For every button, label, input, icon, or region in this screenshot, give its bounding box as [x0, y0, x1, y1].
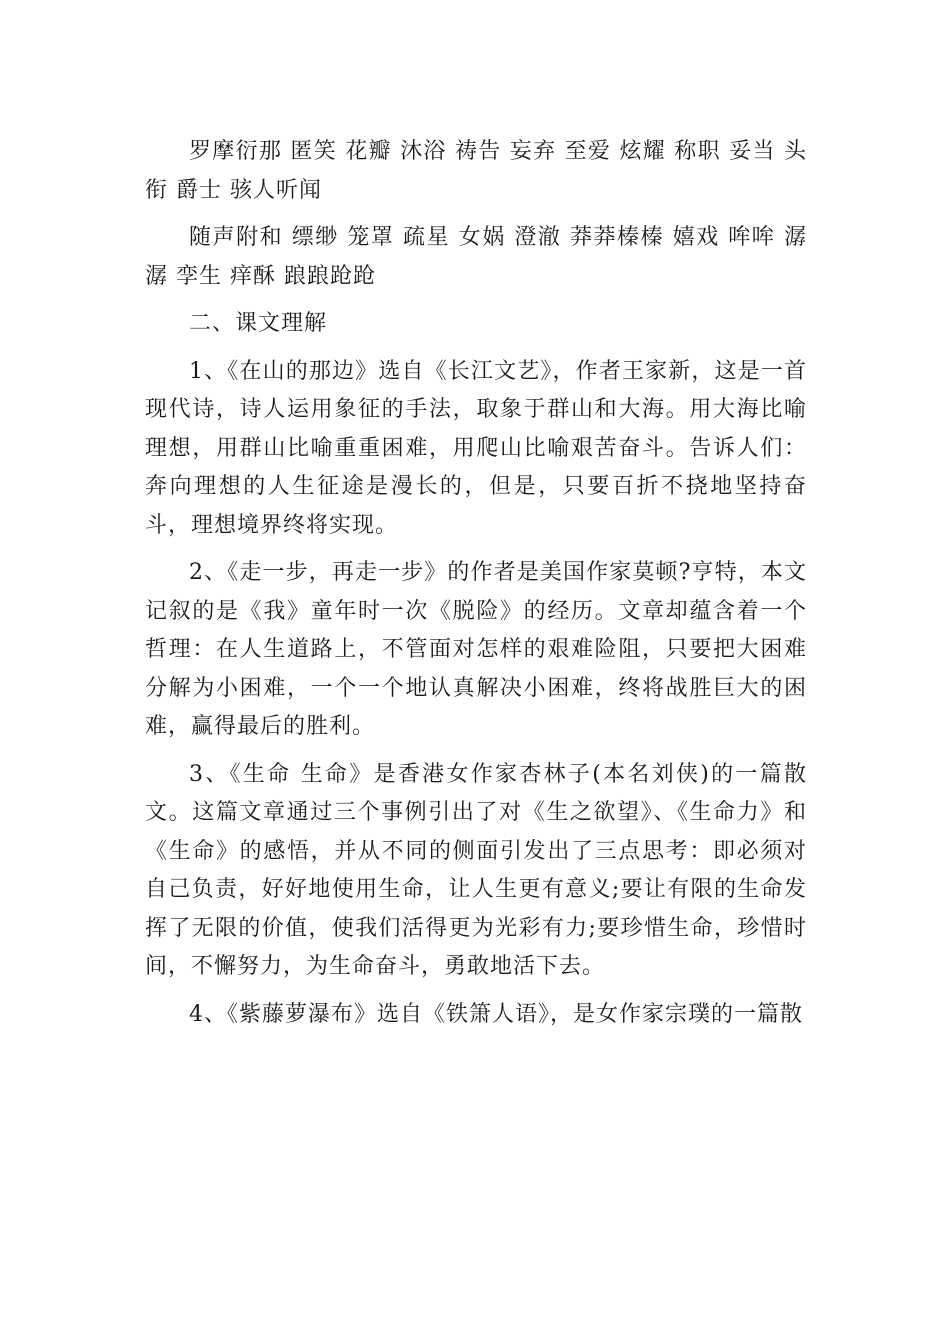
- text-paragraph-3: 3、《生命 生命》是香港女作家杏林子(本名刘侠)的一篇散文。这篇文章通过三个事例引出了对《生之欲望》、《生命力》和《生命》的感悟，并从不同的侧面引发出了三点思考：即必须对自己负责，好好地使用生命，让人生更有意义;要让有限的生命发挥了无限的价值，使我们活得更为光彩有力;要珍惜生命，珍惜时间，不懈努力，为生命奋斗，勇敢地活下去。: [145, 761, 807, 979]
- document-body: [145, 133, 807, 1043]
- section-heading: 二、课文理解: [189, 311, 328, 336]
- text-paragraph-4: 4、《紫藤萝瀑布》选自《铁箫人语》，是女作家宗璞的一篇散: [189, 1001, 803, 1027]
- text-paragraph-2: 2、《走一步，再走一步》的作者是美国作家莫顿?亨特，本文记叙的是《我》童年时一次《脱险》的经历。文章却蕴含着一个哲理：在人生道路上，不管面对怎样的艰难险阻，只要把大困难分解为小困难，一个一个地认真解决小困难，终将战胜巨大的困难，赢得最后的胜利。: [145, 560, 807, 739]
- vocab-paragraph-1: 罗摩衍那 匿笑 花瓣 沐浴 祷告 妄弃 至爱 炫耀 称职 妥当 头衔 爵士 骇人听闻: [145, 139, 807, 203]
- text-paragraph-1: 1、《在山的那边》选自《长江文艺》，作者王家新，这是一首现代诗，诗人运用象征的手法，取象于群山和大海。用大海比喻理想，用群山比喻重重困难，用爬山比喻艰苦奋斗。告诉人们：奔向理想的人生征途是漫长的，但是，只要百折不挠地坚持奋斗，理想境界终将实现。: [145, 358, 807, 538]
- vocab-paragraph-2: 随声附和 缥缈 笼罩 疏星 女娲 澄澈 莽莽榛榛 嬉戏 哞哞 潺潺 孪生 痒酥 踉踉跄跄: [145, 225, 807, 289]
